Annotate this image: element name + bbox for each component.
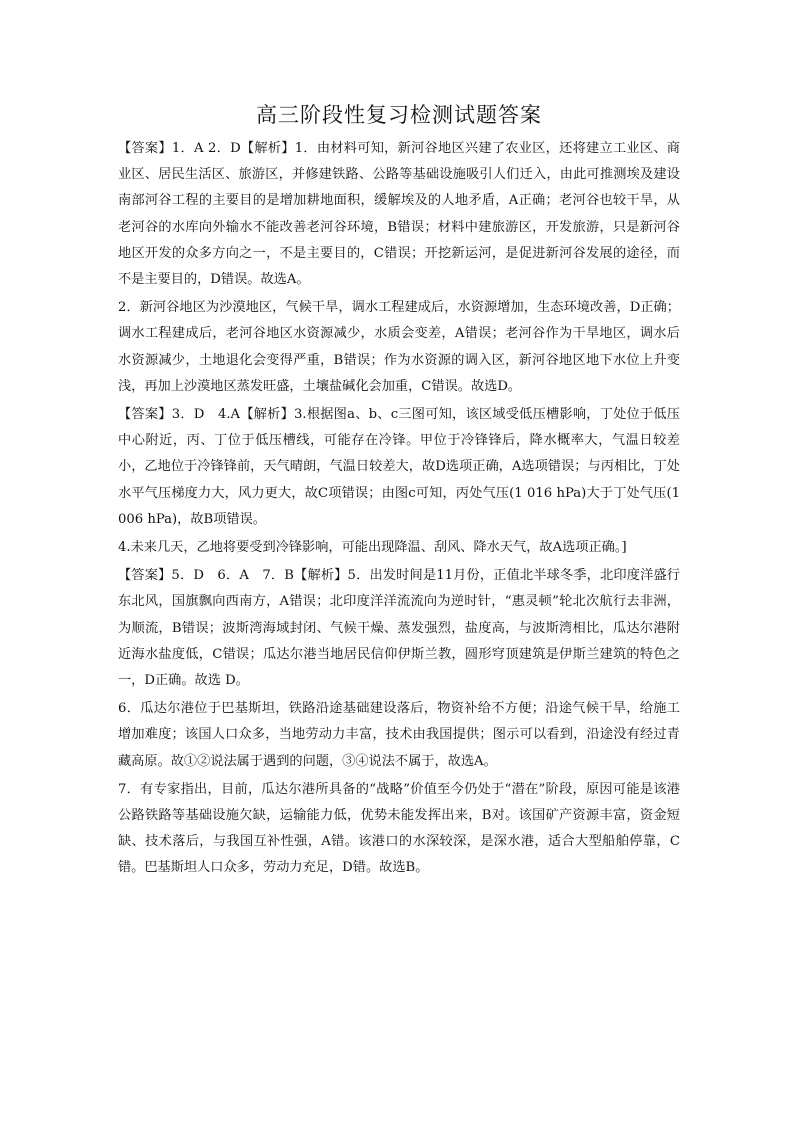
page-title: 高三阶段性复习检测试题答案 [256,103,542,127]
answer-block-q6: 6．瓜达尔港位于巴基斯坦，铁路沿途基础建设落后，物资补给不方便；沿途气候干旱，给施工增加难度；该国人口众多，当地劳动力丰富，技术由我国提供；图示可以看到，沿途没有经过青藏高原。故①②说法属于遇到的问题，③④说法不属于，故选A。 [118,701,680,769]
answer-block-q3-4: 【答案】3．D 4.A【解析】3.根据图a、b、c三图可知，该区域受低压槽影响，丁处位于低压中心附近，丙、丁位于低压槽线，可能存在冷锋。甲位于冷锋锋后，降水概率大，气温日较差小，乙地位于冷锋锋前，天气晴朗，气温日较差大，故D选项正确，A选项错误；与丙相比，丁处水平气压梯度力大，风力更大，故C项错误；由图c可知，丙处气压(1 016 hPa)大于丁处气压(1 006 hPa)，故B项错误。 [118,407,680,527]
answer-block-q7: 7．有专家指出，目前，瓜达尔港所具备的“战略”价值至今仍处于“潜在”阶段，原因可能是该港公路铁路等基础设施欠缺，运输能力低，优势未能发挥出来，B对。该国矿产资源丰富，资金短缺、技术落后，与我国互补性强，A错。该港口的水深较深，是深水港，适合大型船舶停靠，C错。巴基斯坦人口众多，劳动力充足，D错。故选B。 [118,781,680,876]
answer-block-q1-2: 【答案】1．A 2．D【解析】1．由材料可知，新河谷地区兴建了农业区，还将建立工业区、商业区、居民生活区、旅游区，并修建铁路、公路等基础设施吸引人们迁入，由此可推测埃及建设南部河谷工程的主要目的是增加耕地面积，缓解埃及的人地矛盾，A正确；老河谷也较干旱，从老河谷的水库向外输水不能改善老河谷环境，B错误；材料中建旅游区，开发旅游，只是新河谷地区开发的众多方向之一，不是主要目的，C错误；开挖新运河，是促进新河谷发展的途径，而不是主要目的，D错误。故选A。 [118,141,680,288]
answer-sheet-page [118,100,680,882]
answer-block-q5-7: 【答案】5．D 6．A 7．B【解析】5．出发时间是11月份，正值北半球冬季，北印度洋盛行东北风，国旗飘向西南方，A错误；北印度洋洋流流向为逆时针，“惠灵顿”轮北次航行去非洲，为顺流，B错误；波斯湾海域封闭、气候干燥、蒸发强烈，盐度高，与波斯湾相比，瓜达尔港附近海水盐度低，C错误；瓜达尔港当地居民信仰伊斯兰教，圆形穹顶建筑是伊斯兰建筑的特色之一，D正确。故选 D。 [118,568,680,689]
answer-block-q2: 2．新河谷地区为沙漠地区，气候干旱，调水工程建成后，水资源增加，生态环境改善，D正确；调水工程建成后，老河谷地区水资源减少，水质会变差，A错误；老河谷作为干旱地区，调水后水资源减少，土地退化会变得严重，B错误；作为水资源的调入区，新河谷地区地下水位上升变浅，再加上沙漠地区蒸发旺盛，土壤盐碱化会加重，C错误。故选D。 [118,300,680,394]
answer-block-q4: 4.未来几天，乙地将要受到冷锋影响，可能出现降温、刮风、降水天气，故A选项正确。] [118,540,627,556]
